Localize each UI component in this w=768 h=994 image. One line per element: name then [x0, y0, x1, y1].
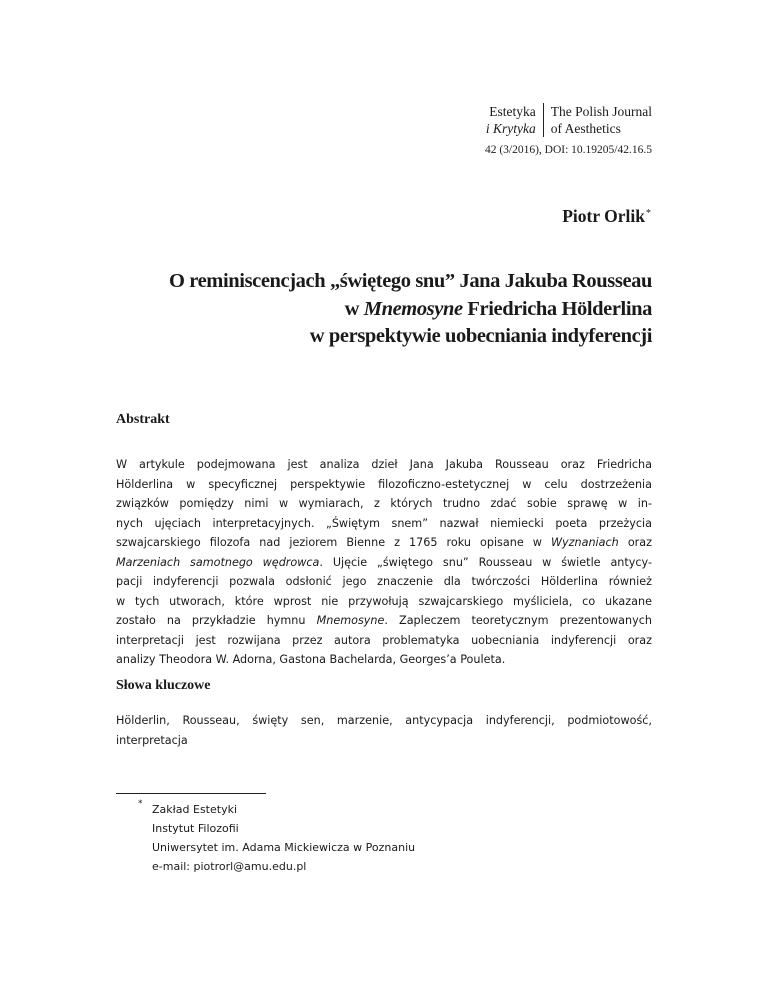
keywords-text	[116, 711, 652, 750]
journal-name-polish-line1: Estetyka	[489, 104, 536, 119]
keywords-line: Hölderlin, Rousseau, święty sen, marzenie, antycypacja indyferencji, podmiotowość,	[116, 714, 652, 727]
abstract-line: pacji indyferencji pozwala odsłonić jego znaczenie dla twórczości Hölderlina również	[116, 575, 652, 588]
abstract-line-6-italic: Marzeniach samotnego wędrowca	[116, 555, 320, 569]
abstract-line-5-pre: szwajcarskiego filozofa nad jeziorem Bienne z 1765 roku opisane w	[116, 536, 551, 549]
abstract-line: nych ujęciach interpretacyjnych. „Świętym snem” nazwał niemiecki poeta przeżycia	[116, 516, 652, 530]
author-name-text: Piotr Orlik	[562, 206, 645, 226]
keywords-line: interpretacja	[116, 733, 188, 747]
article-title	[116, 268, 652, 351]
abstract-line: w tych utworach, które wprost nie przywołują szwajcarskiego myśliciela, co ukazane	[116, 594, 652, 608]
abstract-line-9-italic: Mnemosyne	[316, 614, 385, 627]
footnote-line: Instytut Filozofii	[152, 822, 239, 835]
author-footnote-mark: *	[646, 208, 651, 219]
abstract-line-5-italic: Wyznaniach	[550, 536, 619, 549]
title-line-1: O reminiscencjach „świętego snu” Jana Jakuba Rousseau	[169, 270, 652, 292]
title-line-2-pre: w	[344, 297, 364, 320]
title-line-3: w perspektywie uobecniania indyferencji	[309, 325, 652, 347]
footnote-line: Uniwersytet im. Adama Mickiewicza w Poznaniu	[152, 841, 416, 854]
abstract-line-9-post: . Zapleczem teoretycznym prezentowanych	[384, 614, 652, 627]
abstract-line	[116, 533, 652, 553]
title-line-2-italic: Mnemosyne	[363, 297, 463, 320]
footnote-email: e-mail: piotrorl@amu.edu.pl	[152, 860, 307, 873]
title-line-2	[116, 296, 652, 324]
abstract-heading: Abstrakt	[116, 412, 170, 427]
footnote-line: Zakład Estetyki	[152, 803, 238, 816]
footnote-rule	[116, 793, 266, 794]
journal-name-polish	[486, 103, 543, 137]
abstract-line: W artykule podejmowana jest analiza dzieł Jana Jakuba Rousseau oraz Friedricha	[116, 458, 652, 471]
journal-name-english-line2: of Aesthetics	[550, 121, 621, 136]
journal-name-english	[544, 103, 652, 137]
keywords-heading: Słowa kluczowe	[116, 678, 211, 693]
author-name	[562, 206, 651, 227]
title-line-2-post: Friedricha Hölderlina	[462, 297, 652, 320]
abstract-line: interpretacji jest rozwijana przez autora problematyka uobecniania indyferencji oraz	[116, 633, 652, 647]
abstract-text	[116, 455, 652, 670]
abstract-line-9-pre: zostało na przykładzie hymnu	[116, 614, 317, 627]
abstract-line: analizy Theodora W. Adorna, Gastona Bachelarda, Georges’a Pouleta.	[116, 653, 506, 666]
abstract-line: Hölderlina w specyficznej perspektywie filozoficzno-estetycznej w celu dostrzeżenia	[116, 477, 652, 491]
abstract-line	[116, 611, 652, 631]
author-affiliation-footnote	[140, 800, 415, 876]
abstract-line-5-post: oraz	[618, 536, 652, 549]
journal-name-english-line1: The Polish Journal	[550, 104, 652, 119]
doi-line: 42 (3/2016), DOI: 10.19205/42.16.5	[484, 144, 652, 156]
abstract-line	[116, 553, 652, 573]
journal-name-polish-line2: i Krytyka	[485, 121, 536, 136]
footnote-mark: *	[138, 799, 143, 809]
abstract-line: związków pomiędzy nimi w wymiarach, z których trudno zdać sobie sprawę w in-	[116, 497, 652, 510]
abstract-line-6-post: . Ujęcie „świętego snu” Rousseau w świetle antycy-	[319, 555, 653, 569]
journal-header	[486, 103, 652, 137]
